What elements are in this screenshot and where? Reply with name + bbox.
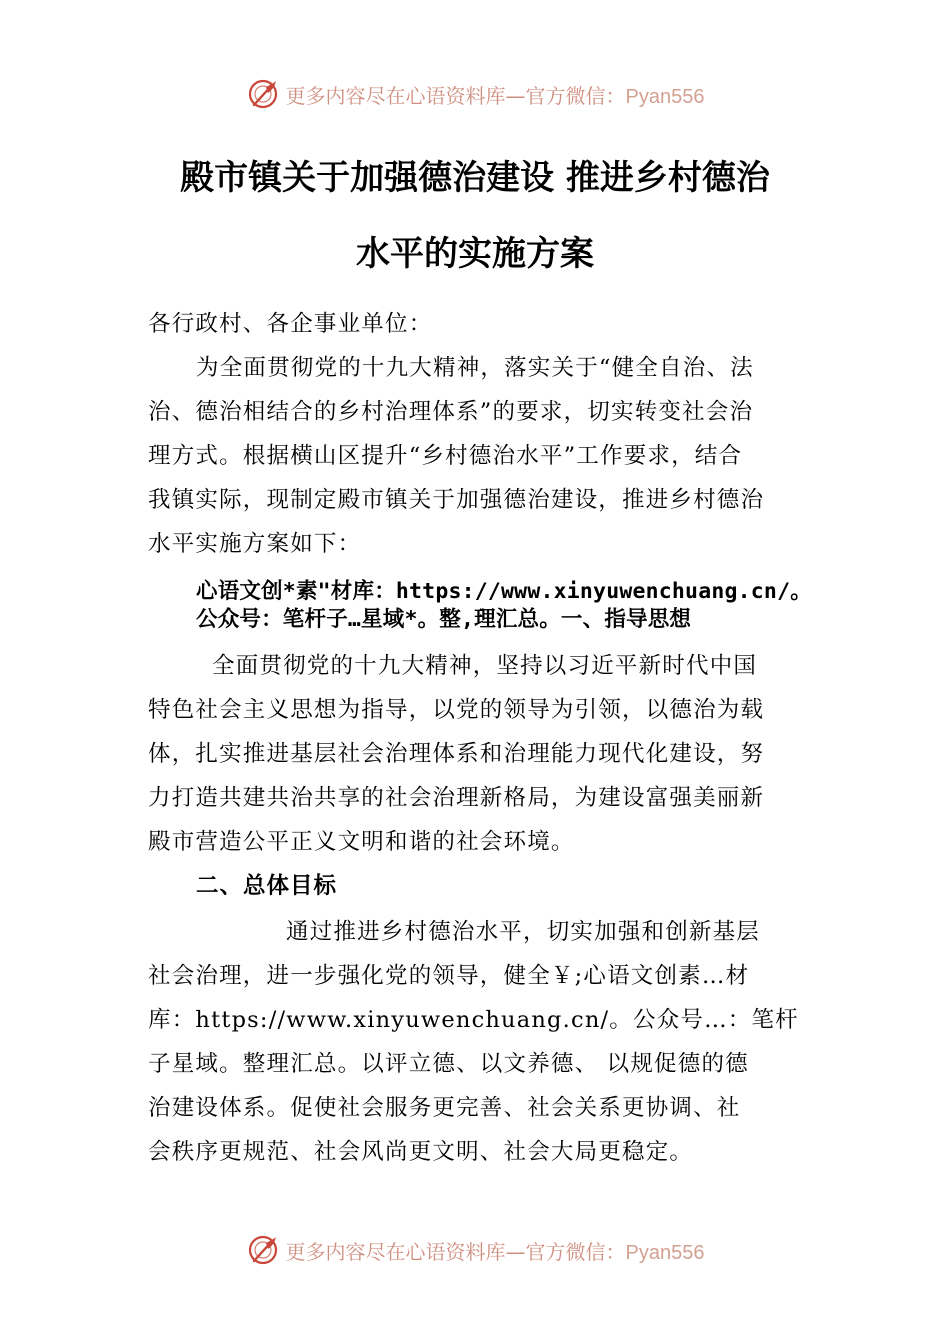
section2-line: 治建设体系。促使社会服务更完善、社会关系更协调、社	[148, 1095, 741, 1121]
document-title-line-2: 水平的实施方案	[356, 234, 594, 274]
section1-line: 殿市营造公平正义文明和谐的社会环境。	[148, 829, 575, 855]
header-watermark	[0, 74, 950, 114]
document-title-line-1: 殿市镇关于加强德治建设 推进乡村德治	[180, 158, 770, 198]
section2-line: 库：https://www.xinyuwenchuang.cn/。公众号…：笔杆	[148, 1007, 799, 1033]
promo-line-with-heading: 公众号：笔杆子…星域*。整,理汇总。一、指导思想	[196, 607, 692, 632]
salutation: 各行政村、各企事业单位：	[148, 311, 433, 337]
section2-line: 社会治理，进一步强化党的领导，健全￥;心语文创素…材	[148, 963, 750, 989]
footer-watermark	[0, 1230, 950, 1270]
section2-heading: 二、总体目标	[196, 873, 338, 899]
watermark-text: 更多内容尽在心语资料库—官方微信：Pyan556	[285, 1239, 705, 1264]
intro-line: 我镇实际，现制定殿市镇关于加强德治建设，推进乡村德治	[148, 487, 765, 513]
promo-line: 心语文创*素"材库：https://www.xinyuwenchuang.cn/。	[196, 579, 812, 604]
section2-line: 子星域。整理汇总。以评立德、以文养德、 以规促德的德	[148, 1051, 749, 1077]
intro-line: 理方式。根据横山区提升“乡村德治水平”工作要求，结合	[148, 443, 743, 469]
intro-line: 水平实施方案如下：	[148, 531, 362, 557]
watermark-text: 更多内容尽在心语资料库—官方微信：Pyan556	[285, 83, 705, 108]
section2-line: 通过推进乡村德治水平，切实加强和创新基层	[286, 919, 761, 945]
quill-circle-logo-icon	[246, 77, 280, 111]
section1-line: 体，扎实推进基层社会治理体系和治理能力现代化建设，努	[148, 741, 765, 767]
section1-line: 力打造共建共治共享的社会治理新格局，为建设富强美丽新	[148, 785, 765, 811]
section2-line: 会秩序更规范、社会风尚更文明、社会大局更稳定。	[148, 1139, 694, 1165]
quill-circle-logo-icon	[246, 1233, 280, 1267]
intro-line: 治、德治相结合的乡村治理体系”的要求，切实转变社会治	[148, 399, 754, 425]
section1-line: 全面贯彻党的十九大精神，坚持以习近平新时代中国	[212, 653, 758, 679]
section1-line: 特色社会主义思想为指导，以党的领导为引领，以德治为载	[148, 697, 765, 723]
intro-line: 为全面贯彻党的十九大精神，落实关于“健全自治、法	[196, 355, 754, 381]
